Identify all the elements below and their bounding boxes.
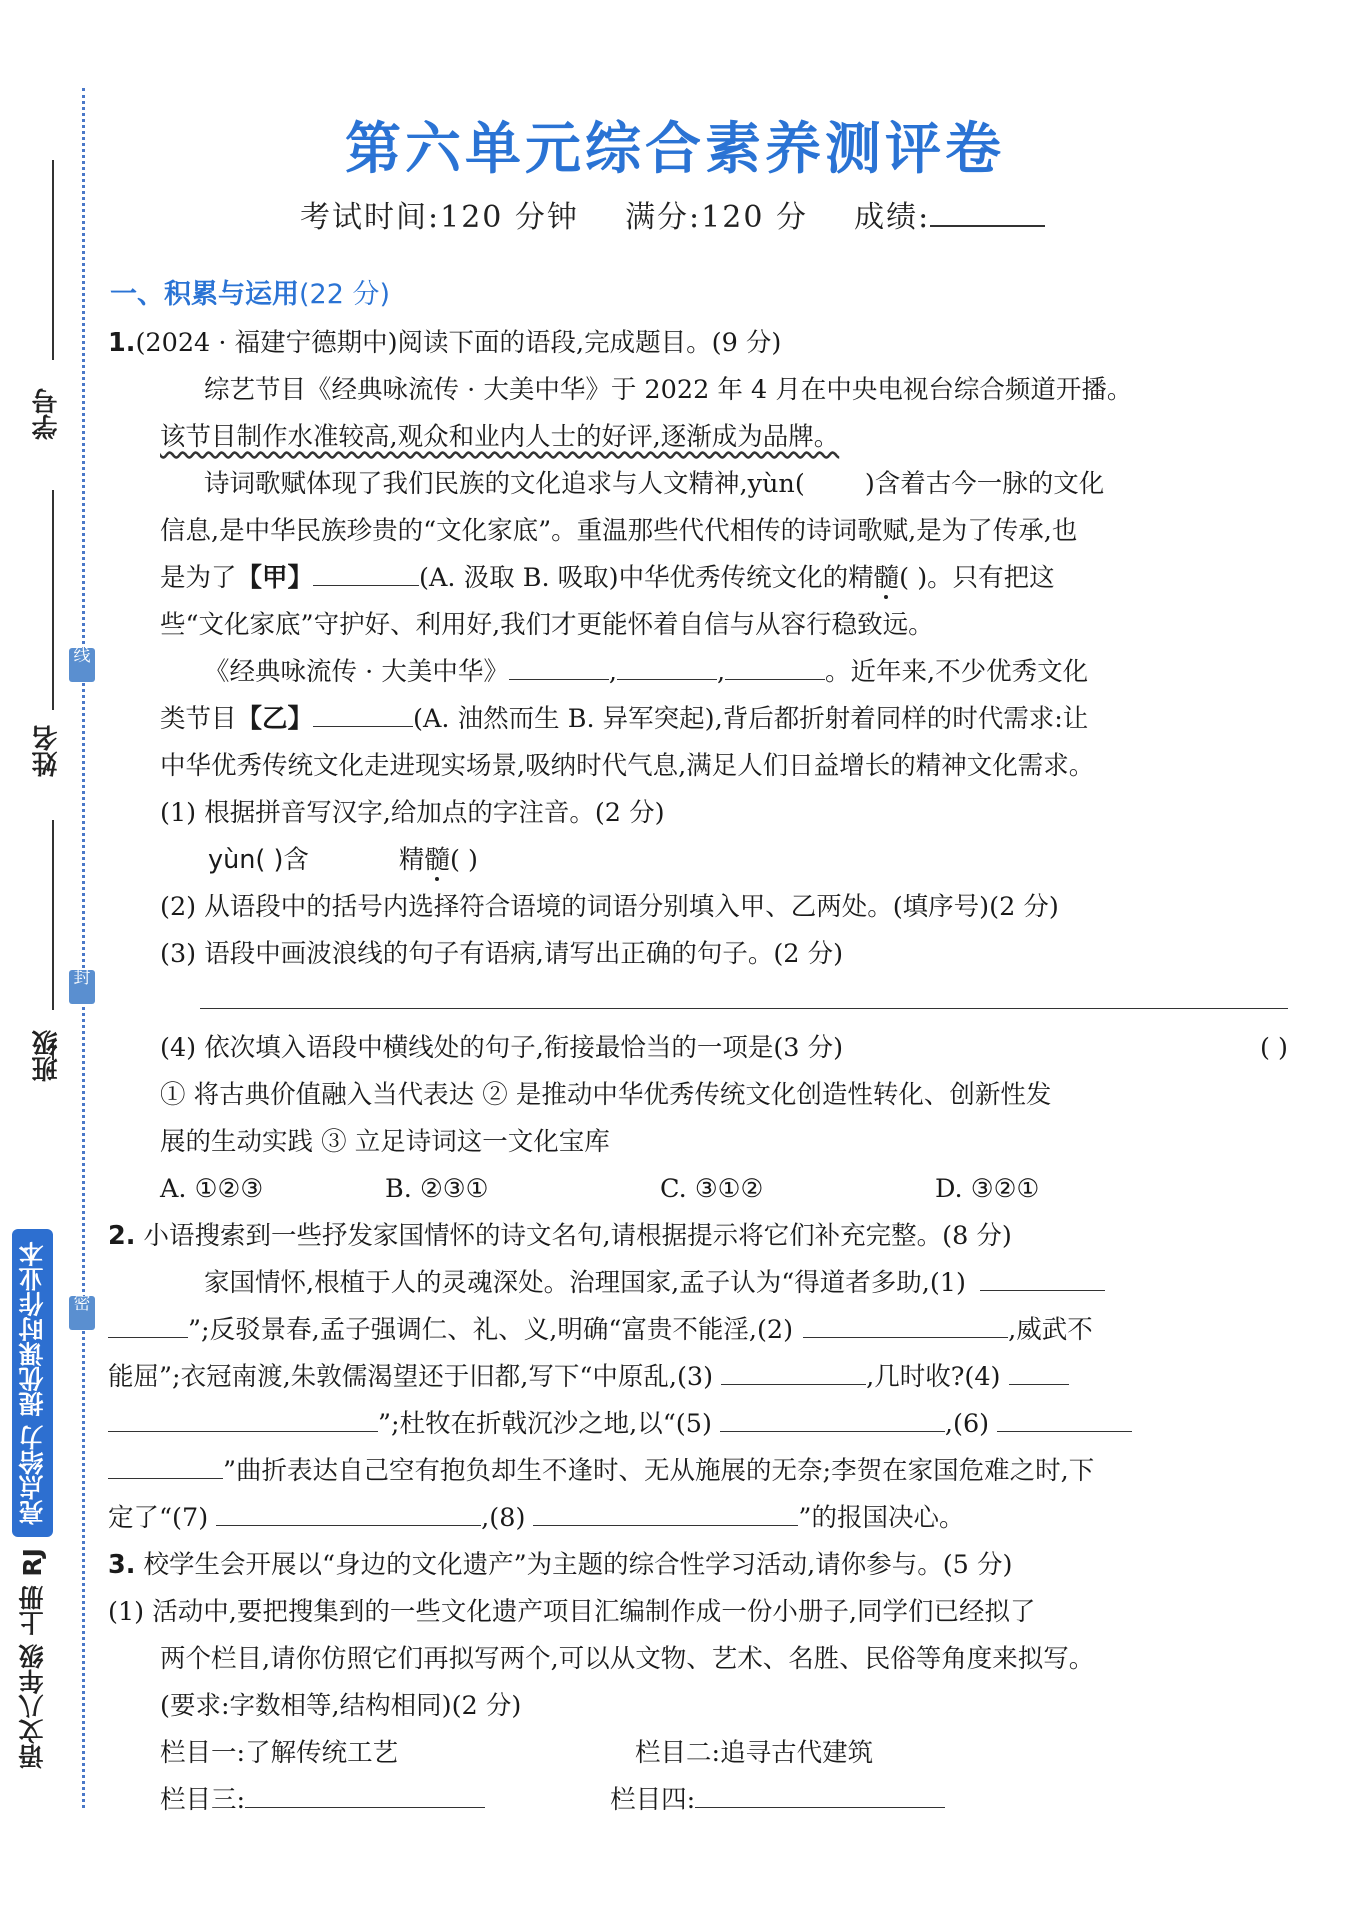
sub-question-text: (2) 从语段中的括号内选择符合语境的词语分别填入甲、乙两处。(填序号)(2 分) xyxy=(160,892,1059,922)
q3-columns xyxy=(108,1777,1288,1824)
cut-mark-secret: 密 xyxy=(69,1296,95,1330)
q3-sub1 xyxy=(108,1636,1288,1683)
blank-column-three[interactable] xyxy=(245,1781,485,1808)
q1-passage-line xyxy=(108,461,1288,508)
q1-passage-line xyxy=(108,555,1288,602)
q1-sub1 xyxy=(108,790,1288,837)
student-no-line xyxy=(52,160,54,360)
cut-mark-line: 线 xyxy=(69,648,95,682)
passage-text: 些“文化家底”守护好、利用好,我们才更能怀着自信与从容行稳致远。 xyxy=(160,610,934,640)
passage-text: ”;杜牧在折戟沉沙之地,以“(5) xyxy=(378,1409,712,1439)
student-no-label: 学号 xyxy=(32,388,62,440)
blank-2[interactable] xyxy=(617,653,717,680)
q1-sub1-answers xyxy=(108,837,1288,884)
q1-passage-line xyxy=(108,602,1288,649)
exam-info xyxy=(300,192,1045,236)
blank-yi[interactable] xyxy=(313,700,413,727)
grade-label: 语文八年级 上册 RJ xyxy=(18,1548,47,1769)
q3-number: 3. xyxy=(108,1550,136,1580)
passage-text: ”;反驳景春,孟子强调仁、礼、义,明确“富贵不能淫,(2) xyxy=(188,1315,794,1345)
passage-text: 《经典咏流传 · 大美中华》 xyxy=(204,657,509,687)
q3-sub1 xyxy=(108,1589,1288,1636)
answer-sui-blank[interactable]: ( ) xyxy=(449,845,478,875)
dotted-char: 髓 xyxy=(424,845,450,875)
q2-line xyxy=(108,1495,1288,1542)
name-label: 姓名 xyxy=(32,725,62,777)
page-title: 第六单元综合素养测评卷 xyxy=(345,116,1005,182)
class-line-top xyxy=(52,820,54,1010)
q1-sub3 xyxy=(108,931,1288,978)
q1-sub4-options xyxy=(108,1072,1288,1119)
mark-yi: 【乙】 xyxy=(236,704,314,734)
q3-stem-text: 校学生会开展以“身边的文化遗产”为主题的综合性学习活动,请你参与。(5 分) xyxy=(143,1550,1013,1580)
q2-stem-text: 小语搜索到一些抒发家国情怀的诗文名句,请根据提示将它们补充完整。(8 分) xyxy=(143,1221,1012,1251)
blank-q2-1[interactable] xyxy=(980,1264,1105,1291)
passage-text: 综艺节目《经典咏流传 · 大美中华》于 2022 年 4 月在中央电视台综合频道开播。 xyxy=(204,375,1133,405)
passage-text: ,几时收?(4) xyxy=(866,1362,1001,1392)
section-heading xyxy=(110,272,390,311)
passage-text: 中华优秀传统文化走进现实场景,吸纳时代气息,满足人们日益增长的精神文化需求。 xyxy=(160,751,1095,781)
passage-text: 是为了 xyxy=(160,563,237,593)
q1-sub4 xyxy=(108,1025,1288,1072)
passage-text: ”的报国决心。 xyxy=(798,1503,965,1533)
column-three: 栏目三: xyxy=(160,1785,246,1815)
q1-number: 1. xyxy=(108,328,136,358)
q1-choices xyxy=(108,1166,1288,1213)
q3-stem xyxy=(108,1542,1288,1589)
q1-passage-line xyxy=(108,743,1288,790)
dotted-char: 髓 xyxy=(873,563,900,593)
answer-line-row xyxy=(108,978,1288,1025)
class-label: 班级 xyxy=(32,1030,62,1082)
passage-text: (A. 油然而生 B. 异军突起),背后都折射着同样的时代需求:让 xyxy=(413,704,1089,734)
q1-passage-line: 《经典咏流传 · 大美中华》 , , 。近年来,不少优秀文化 xyxy=(108,649,1288,696)
full-score: 满分:120 分 xyxy=(625,200,808,235)
cut-mark-seal: 封 xyxy=(69,970,95,1004)
answer-line[interactable] xyxy=(200,978,1288,1009)
q1-passage-line xyxy=(108,508,1288,555)
passage-text: ”曲折表达自己空有抱负却生不逢时、无从施展的无奈;李贺在家国危难之时,下 xyxy=(223,1456,1095,1486)
book-spine xyxy=(15,1165,55,1775)
blank-q2-2[interactable] xyxy=(803,1311,1008,1338)
passage-text: ,威武不 xyxy=(1008,1315,1093,1345)
q2-number: 2. xyxy=(108,1221,136,1251)
sub-question-text: (3) 语段中画波浪线的句子有语病,请写出正确的句子。(2 分) xyxy=(160,939,844,969)
blank-q2-3[interactable] xyxy=(721,1358,866,1385)
blank-q2-6b[interactable] xyxy=(108,1452,223,1479)
question-content xyxy=(108,320,1288,1824)
choice-a[interactable]: A. ①②③ xyxy=(160,1174,264,1204)
wavy-underlined-sentence: 该节目制作水准较高,观众和业内人士的好评,逐渐成为品牌。 xyxy=(160,422,840,452)
q3-columns xyxy=(108,1730,1288,1777)
passage-text: ( )。只有把这 xyxy=(899,563,1055,593)
passage-text: 定了“(7) xyxy=(108,1503,209,1533)
option-text: ① 将古典价值融入当代表达 ② 是推动中华优秀传统文化创造性转化、创新性发 xyxy=(160,1080,1052,1110)
q2-line xyxy=(108,1401,1288,1448)
name-line xyxy=(52,490,54,710)
passage-text: 家国情怀,根植于人的灵魂深处。治理国家,孟子认为“得道者多助,(1) xyxy=(204,1268,966,1298)
q1-passage-line xyxy=(108,696,1288,743)
sub-question-text: (1) 根据拼音写汉字,给加点的字注音。(2 分) xyxy=(160,798,665,828)
sub-question-text: (4) 依次填入语段中横线处的句子,衔接最恰当的一项是(3 分) xyxy=(160,1033,844,1063)
q2-stem xyxy=(108,1213,1288,1260)
score-label: 成绩: xyxy=(854,200,931,235)
q3-sub1 xyxy=(108,1683,1288,1730)
sub-question-text: 两个栏目,请你仿照它们再拟写两个,可以从文物、艺术、名胜、民俗等角度来拟写。 xyxy=(160,1644,1095,1674)
passage-text: 能屈”;衣冠南渡,朱敦儒渴望还于旧都,写下“中原乱,(3) xyxy=(108,1362,714,1392)
passage-text: ,(8) xyxy=(481,1503,526,1533)
passage-text: ,(6) xyxy=(944,1409,990,1439)
section-points: (22 分) xyxy=(299,279,391,310)
blank-q2-7[interactable] xyxy=(216,1499,481,1526)
q2-line xyxy=(108,1260,1288,1307)
exam-time: 考试时间:120 分钟 xyxy=(300,200,579,235)
blank-q2-1b[interactable] xyxy=(108,1311,188,1338)
q1-sub4-options xyxy=(108,1119,1288,1166)
column-two: 栏目二:追寻古代建筑 xyxy=(635,1738,874,1768)
answer-yun[interactable]: yùn( )含 xyxy=(208,845,309,875)
blank-q2-5[interactable] xyxy=(720,1405,945,1432)
choice-d[interactable]: D. ③②① xyxy=(935,1174,1040,1204)
q2-line xyxy=(108,1354,1288,1401)
option-text: 展的生动实践 ③ 立足诗词这一文化宝库 xyxy=(160,1127,610,1157)
score-blank[interactable] xyxy=(930,203,1045,227)
choice-c[interactable]: C. ③①② xyxy=(660,1174,764,1204)
section-label: 一、积累与运用 xyxy=(110,279,299,310)
q1-sub2 xyxy=(108,884,1288,931)
q1-stem xyxy=(108,320,1288,367)
blank-3[interactable] xyxy=(725,653,825,680)
column-one: 栏目一:了解传统工艺 xyxy=(160,1738,399,1768)
q1-passage-line xyxy=(108,367,1288,414)
q1-passage-line xyxy=(108,414,1288,461)
passage-text: 诗词歌赋体现了我们民族的文化追求与人文精神,yùn( xyxy=(204,469,805,499)
passage-text: 类节目 xyxy=(160,704,237,734)
blank-jia[interactable] xyxy=(313,559,419,586)
blank-q2-4b[interactable] xyxy=(108,1405,378,1432)
blank-1[interactable] xyxy=(509,653,609,680)
cut-dotted-line xyxy=(82,88,85,1808)
passage-text: )含着古今一脉的文化 xyxy=(864,469,1105,499)
answer-sui-text: 精 xyxy=(398,845,425,875)
q2-line xyxy=(108,1448,1288,1495)
passage-text: 信息,是中华民族珍贵的“文化家底”。重温那些代代相传的诗词歌赋,是为了传承,也 xyxy=(160,516,1078,546)
blank-q2-6[interactable] xyxy=(997,1405,1132,1432)
answer-paren[interactable]: ( ) xyxy=(1259,1033,1288,1063)
blank-column-four[interactable] xyxy=(695,1781,945,1808)
passage-text: 。近年来,不少优秀文化 xyxy=(825,657,1089,687)
brand-label: 亮点给力 提优课时作业本 xyxy=(12,1229,53,1537)
q2-line xyxy=(108,1307,1288,1354)
q1-stem-text: (2024 · 福建宁德期中)阅读下面的语段,完成题目。(9 分) xyxy=(135,328,782,358)
binding-margin xyxy=(0,0,100,1912)
sub-question-text: (1) 活动中,要把搜集到的一些文化遗产项目汇编制作成一份小册子,同学们已经拟了 xyxy=(108,1597,1036,1627)
sub-question-text: (要求:字数相等,结构相同)(2 分) xyxy=(160,1691,522,1721)
mark-jia: 【甲】 xyxy=(236,563,314,593)
choice-b[interactable]: B. ②③① xyxy=(385,1174,489,1204)
passage-text: (A. 汲取 B. 吸取)中华优秀传统文化的精 xyxy=(419,563,874,593)
blank-q2-4[interactable] xyxy=(1009,1358,1069,1385)
column-four: 栏目四: xyxy=(610,1785,696,1815)
blank-q2-8[interactable] xyxy=(533,1499,798,1526)
